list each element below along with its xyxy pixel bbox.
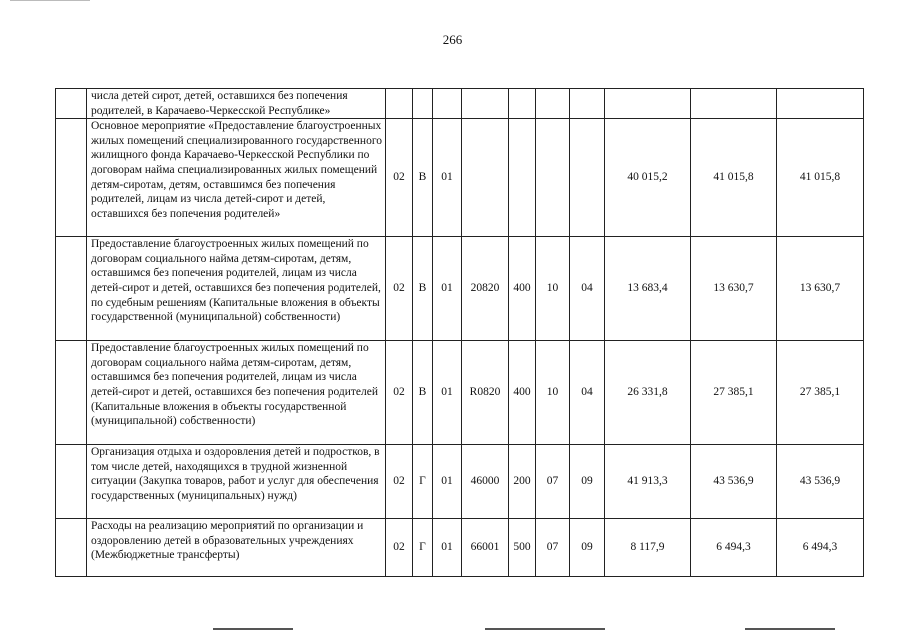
code-cell <box>386 89 413 119</box>
code-cell <box>433 89 462 119</box>
amount-cell: 26 331,8 <box>605 341 691 445</box>
code-cell: 01 <box>433 519 462 577</box>
code-cell: 01 <box>433 119 462 237</box>
code-cell <box>413 89 433 119</box>
code-cell: В <box>413 341 433 445</box>
amount-cell: 41 015,8 <box>691 119 777 237</box>
scan-bottom-marks <box>0 628 905 634</box>
scan-mark <box>485 628 605 630</box>
table-row <box>56 341 864 445</box>
amount-cell: 13 630,7 <box>777 237 864 341</box>
code-cell: 10 <box>536 341 570 445</box>
scan-edge-mark <box>10 0 90 4</box>
table-row <box>56 519 864 577</box>
table-row <box>56 445 864 519</box>
amount-cell: 40 015,2 <box>605 119 691 237</box>
row-number-cell <box>56 519 87 577</box>
code-cell: 400 <box>509 237 536 341</box>
amount-cell: 41 015,8 <box>777 119 864 237</box>
row-number-cell <box>56 89 87 119</box>
code-cell: 02 <box>386 237 413 341</box>
code-cell <box>570 89 605 119</box>
amount-cell: 8 117,9 <box>605 519 691 577</box>
table-row <box>56 89 864 119</box>
description-cell: Основное мероприятие «Предоставление благоустроенных жилых помещений специализированного государственного жилищного фонда Карачаево-Черкесской Республики по договорам найма специализированных жилых помещений детям-сиротам, детям, оставшимся без попечения родителей, лицам из числа детей-сирот и детей, оставшихся без попечения родителей» <box>87 119 386 237</box>
table-row <box>56 237 864 341</box>
description-cell: Расходы на реализацию мероприятий по организации и оздоровлению детей в образовательных учреждениях (Межбюджетные трансферты) <box>87 519 386 577</box>
code-cell: 01 <box>433 237 462 341</box>
page-number: 266 <box>442 32 463 47</box>
code-cell: 07 <box>536 445 570 519</box>
amount-cell: 43 536,9 <box>777 445 864 519</box>
description-cell: Предоставление благоустроенных жилых помещений по договорам социального найма детям-сиротам, детям, оставшимся без попечения родителей, лицам из числа детей-сирот и детей, оставшихся без попечения родителей (Капитальные вложения в объекты государственной (муниципальной) собственности) <box>87 341 386 445</box>
code-cell: В <box>413 119 433 237</box>
code-cell: 07 <box>536 519 570 577</box>
description-cell: Предоставление благоустроенных жилых помещений по договорам социального найма детям-сиротам, детям, оставшимся без попечения родителей, лицам из числа детей-сирот и детей, оставшихся без попечения родителей, по судебным решениям (Капитальные вложения в объекты государственной (муниципальной) собственности) <box>87 237 386 341</box>
code-cell: 400 <box>509 341 536 445</box>
scan-mark <box>213 628 293 630</box>
row-number-cell <box>56 237 87 341</box>
code-cell: 20820 <box>462 237 509 341</box>
code-cell <box>570 119 605 237</box>
code-cell <box>462 89 509 119</box>
amount-cell <box>777 89 864 119</box>
amount-cell: 43 536,9 <box>691 445 777 519</box>
amount-cell: 41 913,3 <box>605 445 691 519</box>
amount-cell: 27 385,1 <box>691 341 777 445</box>
code-cell: Г <box>413 519 433 577</box>
row-number-cell <box>56 341 87 445</box>
code-cell: 09 <box>570 519 605 577</box>
scan-mark <box>745 628 835 630</box>
code-cell: R0820 <box>462 341 509 445</box>
code-cell <box>509 89 536 119</box>
amount-cell: 13 630,7 <box>691 237 777 341</box>
description-cell: Организация отдыха и оздоровления детей и подростков, в том числе детей, находящихся в трудной жизненной ситуации (Закупка товаров, работ и услуг для обеспечения государственных (муниципальных) нужд) <box>87 445 386 519</box>
code-cell: 02 <box>386 119 413 237</box>
row-number-cell <box>56 119 87 237</box>
code-cell: В <box>413 237 433 341</box>
code-cell: 46000 <box>462 445 509 519</box>
code-cell: 200 <box>509 445 536 519</box>
code-cell: Г <box>413 445 433 519</box>
code-cell <box>462 119 509 237</box>
amount-cell: 6 494,3 <box>691 519 777 577</box>
code-cell: 10 <box>536 237 570 341</box>
code-cell <box>536 119 570 237</box>
code-cell: 02 <box>386 341 413 445</box>
code-cell <box>536 89 570 119</box>
description-cell: числа детей сирот, детей, оставшихся без попечения родителей, в Карачаево-Черкесской Республике» <box>87 89 386 119</box>
amount-cell <box>605 89 691 119</box>
row-number-cell <box>56 445 87 519</box>
code-cell: 01 <box>433 341 462 445</box>
table-row <box>56 119 864 237</box>
amount-cell: 27 385,1 <box>777 341 864 445</box>
code-cell: 04 <box>570 237 605 341</box>
code-cell <box>509 119 536 237</box>
code-cell: 04 <box>570 341 605 445</box>
amount-cell: 13 683,4 <box>605 237 691 341</box>
code-cell: 66001 <box>462 519 509 577</box>
code-cell: 02 <box>386 445 413 519</box>
code-cell: 01 <box>433 445 462 519</box>
code-cell: 500 <box>509 519 536 577</box>
amount-cell: 6 494,3 <box>777 519 864 577</box>
amount-cell <box>691 89 777 119</box>
code-cell: 02 <box>386 519 413 577</box>
code-cell: 09 <box>570 445 605 519</box>
budget-table <box>55 88 864 577</box>
